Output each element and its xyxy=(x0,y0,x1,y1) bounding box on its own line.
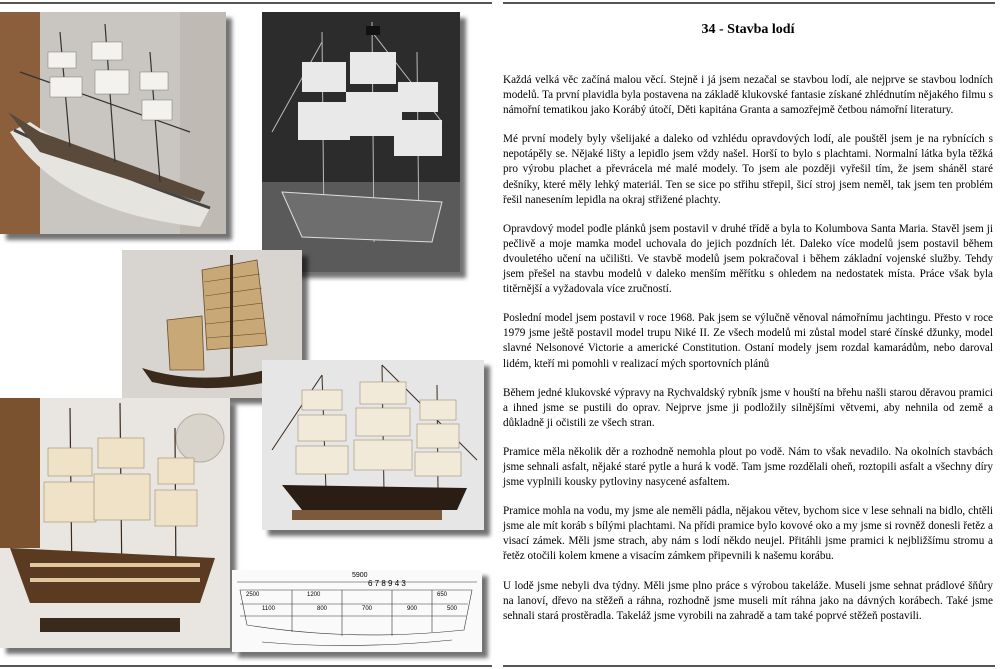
drawing-dimension-sub4: 900 xyxy=(407,606,418,612)
ship-model-photo-galleon xyxy=(0,12,226,234)
article-text-column xyxy=(503,8,993,624)
paragraph-6: Pramice měla několik děr a rozhodně nemohla plout po vodě. Nám to však nevadilo. Na okolních stavbách jsme sehnali asfalt, nějaké staré pytle a hurá k vodě. Tam jsme rozdělali oheň, roztopili asfalt a všechny díry jsme vyplnili kousky pytloviny nasycené asfaltem. xyxy=(503,445,993,489)
paragraph-3: Opravdový model podle plánků jsem postavil v druhé třídě a byla to Kolumbova Santa Maria. Stavěl jsem ji pečlivě a moje mamka model uchovala do jejich pozdních lét. Daleko více modelů jsem postavil během dvouletého učení na učilišti. Ve stavbě modelů jsem pokračoval i během základní vojenské služby. Tehdy jsem přešel na stavbu modelů v daleko menším měřítku s ohledem na nedostatek místa. Práce však byla titěrnější a vyžadovala více zručností. xyxy=(503,222,993,296)
drawing-dimension-middle: 1200 xyxy=(307,592,321,598)
paragraph-5: Během jedné klukovské výpravy na Rychvaldský rybník jsme v houští na břehu našli starou děravou pramici a ihned jsme se pustili do oprav. Nejprve jsme ji podložily silnějšími větvemi, aby nehnila od země a důkladně ji očistili ze všech stran. xyxy=(503,386,993,429)
paragraph-2: Mé první modely byly všelijaké a daleko od vzhlédu opravdových lodí, ale pouštěl jsem je na rybnících s nepotápěly se. Nějaké lišty a lepidlo jsem vždy našel. Horší to bylo s plachtami. Normalní látka byla těžká pro výrobu plachet a převrácela mé malé modely. To jsem ale později vyřešil tím, že jsem sháněl staré dešníky, které měly lehký materiál. Ten se sice po střihu střepil, šicí stroj jsem neměl, tak jsem ten problém řešil nanesením lepidla na okraj střižené plachty. xyxy=(503,133,993,206)
paragraph-1: Každá velká věc začíná malou věcí. Stejně i já jsem nezačal se stavbou lodí, ale nejprve se stavbou lodních modelů. Ta první plavidla byla postavena na základě klukovské fantasie získané zhlédnutím nějakého filmu s námořní tematikou jako Korábý útočí, Děti kapitána Granta a samozřejmě četbou námořní literatury. xyxy=(503,74,993,117)
paragraph-8: U lodě jsme nebyli dva týdny. Měli jsme plno práce s výrobou takeláže. Museli jsme sehnat prádlové šňůry na lanoví, dřevo na stěžeň a ráhna, rozhodně jsme museli mít ráhna jako na dávných korábech. Také jsme sehnali stará prostěradla. Takeláž jsme vyrobili na zahradě a tam také poprvé stěžeň postavili. xyxy=(503,579,993,622)
drawing-dimension-sub1: 1100 xyxy=(262,606,275,612)
bottom-rule-left xyxy=(0,665,492,667)
drawing-dimension-sub5: 500 xyxy=(447,606,458,612)
paragraph-4: Poslední model jsem postavil v roce 1968. Pak jsem se výlučně věnoval námořnímu jachtingu. Přesto v roce 1979 jsme ještě postavil model trupu Niké II. Ze všech modelů mi zůstal model staré čínské džunky, model slavné Nelsonové Victorie a americké Constitution. Ostaní modely jsem rozdal kamarádům, nebo daroval lidém, kteří mi pomohli v realizací mých sportovních plánů xyxy=(503,312,993,370)
top-rule-left xyxy=(0,2,492,4)
drawing-dimension-left: 2500 xyxy=(246,592,260,598)
paragraph-7: Pramice mohla na vodu, my jsme ale neměli pádla, nějakou větev, bychom sice v lese sehnali na bidlo, chtěli jsme ale mít koráb s bílými plachtami. Na přídi pramice bylo kovové oko a my jsme si rovněž donesli řetěz a visací zámek. Měli jsme strach, aby nám s lodí někdo neujel. Přitáhli jsme pramici k nejbližšímu stromu a řetěz otočili kolem kmene a visacím zámkem připevnili k našemu korábu. xyxy=(503,505,993,563)
top-rule-right xyxy=(503,2,995,4)
bottom-rule-right xyxy=(503,665,995,667)
ship-model-photo-black-white xyxy=(262,12,460,272)
ship-model-photo-victory xyxy=(0,398,230,648)
drawing-dimension-right: 650 xyxy=(437,592,448,598)
drawing-station-numbers: 6 7 8 9 4 3 xyxy=(368,579,406,588)
drawing-dimension-top: 5900 xyxy=(352,572,368,579)
page-title: 34 - Stavba lodí xyxy=(701,22,795,37)
drawing-dimension-sub2: 800 xyxy=(317,606,328,612)
ship-model-photo-constitution xyxy=(262,360,484,530)
hull-technical-drawing xyxy=(232,570,482,652)
drawing-dimension-sub3: 700 xyxy=(362,606,373,612)
